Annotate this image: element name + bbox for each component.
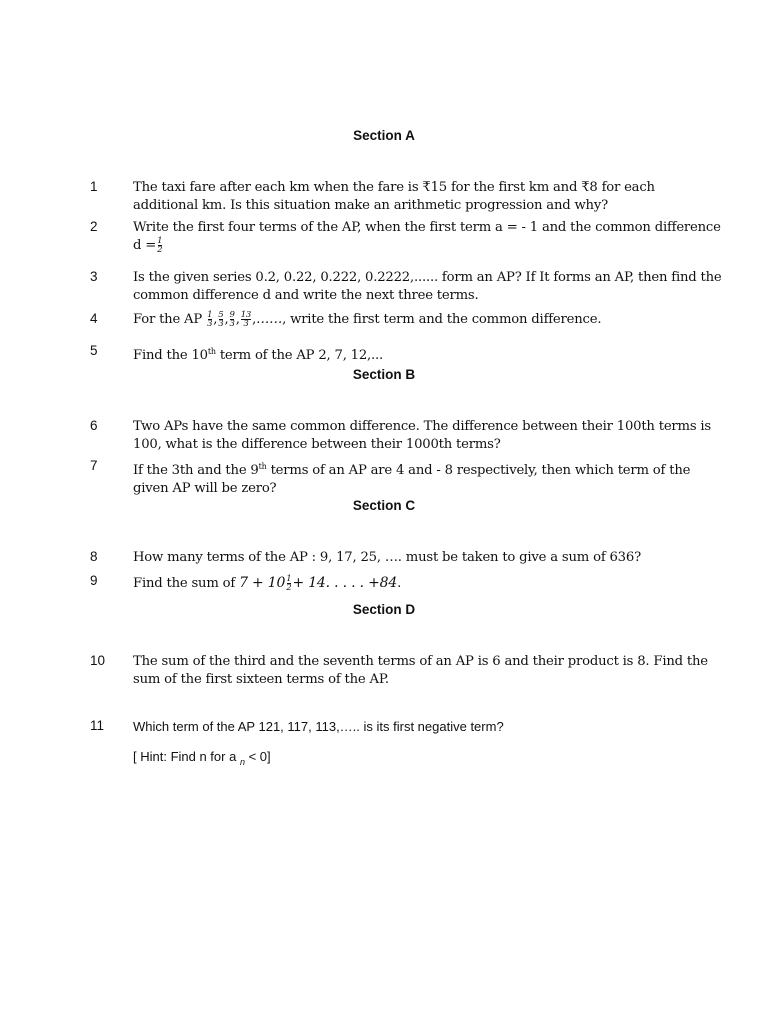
question-text: The sum of the third and the seventh terms of an AP is 6 and their product is 8. Find the sum of the first sixteen terms of the AP. bbox=[133, 654, 708, 687]
fraction: $\frac{1}{2}$ bbox=[286, 574, 292, 593]
question-text: How many terms of the AP : 9, 17, 25, …. must be taken to give a sum of 636? bbox=[133, 550, 641, 565]
question-number: 5 bbox=[90, 343, 98, 358]
section-a-heading: Section A bbox=[353, 128, 415, 143]
question-number: 8 bbox=[90, 549, 98, 564]
question-number: 6 bbox=[90, 418, 98, 433]
question-number: 2 bbox=[90, 219, 98, 234]
question-text: Find the 10th term of the AP 2, 7, 12,... bbox=[133, 347, 384, 363]
fraction: $\frac{1}{2}$ bbox=[157, 236, 163, 255]
question-number: 10 bbox=[90, 653, 106, 668]
question-text: The taxi fare after each km when the fare is ₹15 for the first km and ₹8 for each additional km. Is this situation make an arithmetic progression and why? bbox=[133, 180, 655, 213]
section-b-heading: Section B bbox=[352, 367, 416, 382]
section-c-heading: Section C bbox=[352, 498, 416, 513]
hint-text: [ Hint: Find n for a $_n$ < 0] bbox=[133, 749, 271, 767]
question-text: Which term of the AP 121, 117, 113,….. is its first negative term? bbox=[133, 719, 504, 734]
question-number: 7 bbox=[90, 458, 98, 473]
question-text: Is the given series 0.2, 0.22, 0.222, 0.2222,...... form an AP? If It forms an AP, then find the common difference d and write the next three terms. bbox=[133, 270, 722, 303]
question-number: 9 bbox=[90, 573, 98, 588]
question-text: If the 3th and the 9th terms of an AP are 4 and - 8 respectively, then which term of the given AP will be zero? bbox=[133, 462, 691, 496]
fraction: $\frac{13}{3}$ bbox=[240, 310, 252, 329]
fraction: $\frac{5}{3}$ bbox=[218, 310, 224, 329]
question-text: Find the sum of 7 + 10 $\frac{1}{2}$ + 14. . . . . +84. bbox=[133, 574, 402, 593]
question-number: 11 bbox=[90, 718, 105, 733]
question-text: Write the first four terms of the AP, when the first term a = - 1 and the common difference d = $\frac{1}{2}$ bbox=[133, 220, 721, 255]
fraction: $\frac{9}{3}$ bbox=[229, 310, 235, 329]
question-number: 4 bbox=[90, 311, 98, 326]
question-text: Two APs have the same common difference. The difference between their 100th terms is 100, what is the difference between their 1000th terms? bbox=[133, 419, 711, 452]
fraction: $\frac{1}{3}$ bbox=[207, 310, 213, 329]
section-d-heading: Section D bbox=[352, 602, 416, 617]
question-number: 1 bbox=[90, 179, 98, 194]
question-text: For the AP $\frac{1}{3}$ , $\frac{5}{3}$ , $\frac{9}{3}$ , $\frac{13}{3}$ ,……, write the first term and the common difference. bbox=[133, 310, 602, 329]
question-number: 3 bbox=[90, 269, 98, 284]
